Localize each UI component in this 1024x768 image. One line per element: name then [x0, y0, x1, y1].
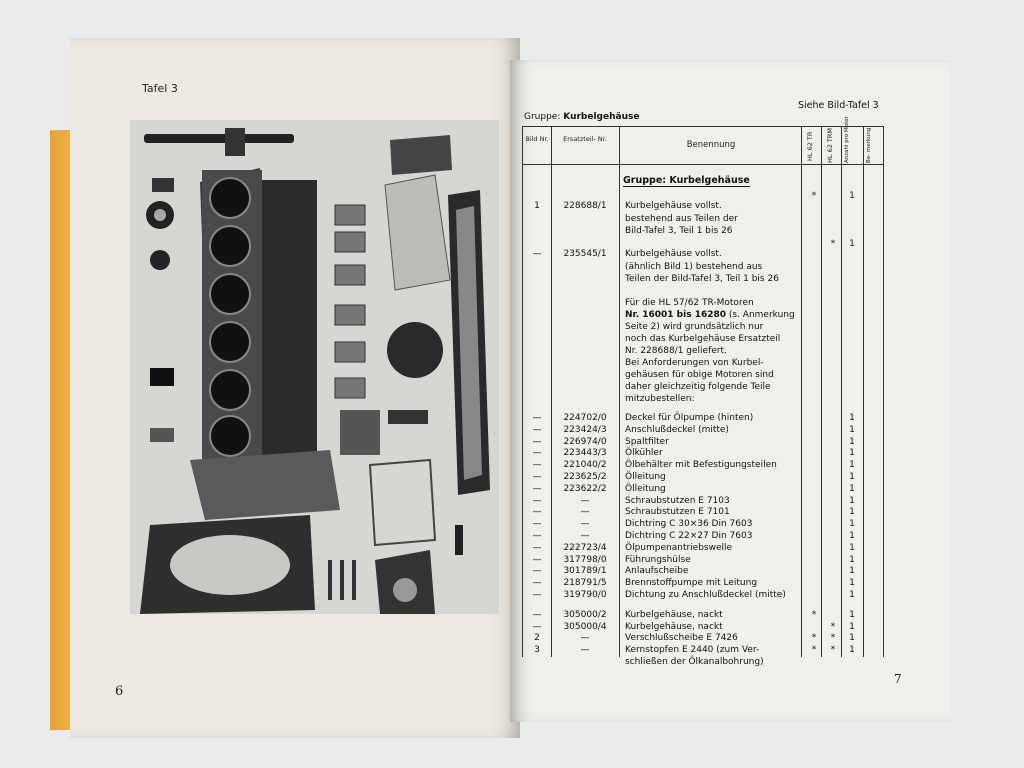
part-row [523, 657, 883, 669]
group-prefix: Gruppe: [524, 112, 561, 122]
anzahl: 1 [849, 495, 855, 506]
ersatzteil-nr: 222723/4 [563, 542, 607, 553]
benennung: Kurbelgehäuse, nackt [625, 621, 723, 632]
tafel-label: Tafel 3 [142, 82, 178, 95]
header-hl62trm: HL 62 TRM [826, 127, 834, 163]
desc-line: (ähnlich Bild 1) bestehend aus [625, 262, 763, 272]
note-line: Nr. 228688/1 geliefert. [625, 346, 727, 356]
part-row [523, 531, 883, 543]
siehe-bild-tafel: Siehe Bild-Tafel 3 [798, 100, 879, 111]
bild-nr: — [532, 460, 542, 471]
benennung: Führungshülse [625, 554, 691, 565]
bild-nr: — [532, 621, 542, 632]
hl62tr-mark: * [811, 609, 817, 620]
part-row [523, 590, 883, 602]
benennung: Kurbelgehäuse vollst. [625, 201, 722, 211]
anzahl: 1 [849, 531, 855, 541]
bild-nr: — [532, 495, 542, 506]
note-line: mitzubestellen: [625, 394, 695, 404]
benennung: Ölleitung [625, 483, 666, 494]
ersatzteil-nr: — [580, 633, 590, 644]
page-number-left: 6 [115, 684, 124, 699]
bild-nr: — [532, 483, 542, 494]
ersatzteil-nr: 228688/1 [563, 201, 607, 211]
benennung: Dichtring C 30×36 Din 7603 [625, 519, 753, 530]
header-bild: Bild Nr. [525, 135, 549, 143]
group-name: Kurbelgehäuse [563, 112, 640, 122]
anzahl: 1 [849, 191, 855, 201]
benennung: Dichtring C 22×27 Din 7603 [625, 531, 753, 541]
anzahl: 1 [849, 483, 855, 494]
group-heading [524, 112, 639, 122]
part-row [523, 448, 883, 460]
part-row [523, 437, 883, 449]
part-row [523, 519, 883, 531]
anzahl: 1 [849, 609, 855, 620]
section-title: Gruppe: Kurbelgehäuse [623, 175, 750, 186]
right-page [510, 60, 950, 722]
benennung: Ölpumpenantriebswelle [625, 542, 733, 553]
hl62trm-mark: * [830, 239, 836, 249]
hl62trm-mark: * [830, 621, 836, 632]
benennung: Ölleitung [625, 472, 666, 482]
hl62trm-mark: * [830, 645, 836, 656]
desc-line: Bild-Tafel 3, Teil 1 bis 26 [625, 226, 733, 236]
exploded-engine-photo [130, 120, 499, 614]
benennung: Kurbelgehäuse vollst. [625, 249, 722, 259]
benennung: Deckel für Ölpumpe (hinten) [625, 413, 754, 423]
bild-nr: — [532, 590, 542, 600]
header-divider [523, 164, 883, 165]
bild-nr: — [532, 436, 542, 447]
bild-nr: — [532, 249, 542, 259]
part-row [523, 622, 883, 634]
anzahl: 1 [849, 239, 855, 249]
part-row [523, 425, 883, 437]
part-row [523, 555, 883, 567]
entry-row [523, 191, 883, 213]
hl62tr-mark: * [811, 633, 817, 644]
benennung: Schraubstutzen E 7101 [625, 507, 730, 518]
bild-nr: 3 [534, 645, 540, 656]
ersatzteil-nr: 305000/4 [563, 621, 607, 632]
benennung: Dichtung zu Anschlußdeckel (mitte) [625, 590, 786, 600]
entry-description [625, 261, 825, 285]
note-line: Seite 2) wird grundsätzlich nur [625, 322, 764, 332]
hl62trm-mark: * [830, 633, 836, 644]
header-hl62tr: HL 62 TR [806, 131, 814, 161]
note-line: daher gleichzeitig folgende Teile [625, 382, 771, 392]
ersatzteil-nr: 305000/2 [563, 609, 607, 620]
bild-nr: — [532, 542, 542, 553]
part-row [523, 566, 883, 578]
header-benennung: Benennung [686, 140, 736, 150]
ersatzteil-nr: — [580, 531, 590, 541]
part-row [523, 610, 883, 622]
part-row [523, 484, 883, 496]
anzahl: 1 [849, 413, 855, 423]
ersatzteil-nr: 301789/1 [563, 566, 607, 577]
ersatzteil-nr: — [580, 495, 590, 506]
ersatzteil-nr: 235545/1 [563, 249, 607, 259]
note-rest: (s. Anmerkung [726, 310, 795, 320]
bild-nr: — [532, 507, 542, 518]
note-line: noch das Kurbelgehäuse Ersatzteil [625, 334, 781, 344]
anzahl: 1 [849, 448, 855, 459]
bild-nr: 1 [534, 201, 540, 211]
part-row [523, 496, 883, 508]
ersatzteil-nr: 218791/5 [563, 578, 607, 589]
bild-nr: — [532, 554, 542, 565]
anzahl: 1 [849, 554, 855, 565]
header-ersatzteil: Ersatzteil- Nr. [563, 135, 607, 143]
bild-nr: — [532, 472, 542, 482]
anzahl: 1 [849, 645, 855, 656]
bild-nr: — [532, 448, 542, 459]
benennung: Spaltfilter [625, 436, 669, 447]
crankcase-parts-illustration [130, 120, 499, 614]
anzahl: 1 [849, 542, 855, 553]
note-line: Bei Anforderungen von Kurbel- [625, 358, 764, 368]
header-anzahl: Anzahl pro Motor [844, 116, 850, 163]
benennung: Verschlußscheibe E 7426 [625, 633, 738, 644]
note-block [625, 297, 825, 405]
part-row [523, 543, 883, 555]
ersatzteil-nr: 223622/2 [563, 483, 607, 494]
entry-description [625, 213, 825, 237]
ersatzteil-nr: 223424/3 [563, 424, 607, 435]
bild-nr: — [532, 413, 542, 423]
benennung: Ölbehälter mit Befestigungsteilen [625, 460, 777, 471]
ersatzteil-nr: 224702/0 [563, 413, 607, 423]
part-row [523, 472, 883, 484]
benennung: Anlaufscheibe [625, 566, 689, 577]
benennung: Anschlußdeckel (mitte) [625, 424, 729, 435]
ersatzteil-nr: 226974/0 [563, 436, 607, 447]
part-row [523, 413, 883, 425]
part-row [523, 633, 883, 645]
ersatzteil-nr: — [580, 645, 590, 656]
anzahl: 1 [849, 621, 855, 632]
ersatzteil-nr: 223443/3 [563, 448, 607, 459]
entry-row [523, 239, 883, 261]
benennung: schließen der Ölkanalbohrung) [625, 657, 764, 667]
part-row [523, 645, 883, 657]
bild-nr: — [532, 519, 542, 530]
hl62tr-mark: * [811, 645, 817, 656]
part-row [523, 460, 883, 472]
anzahl: 1 [849, 633, 855, 644]
anzahl: 1 [849, 507, 855, 518]
ersatzteil-nr: 221040/2 [563, 460, 607, 471]
anzahl: 1 [849, 472, 855, 482]
anzahl: 1 [849, 424, 855, 435]
note-bold: Nr. 16001 bis 16280 [625, 310, 727, 320]
bild-nr: — [532, 531, 542, 541]
ersatzteil-nr: 223625/2 [563, 472, 607, 482]
benennung: Kurbelgehäuse, nackt [625, 609, 723, 620]
benennung: Ölkühler [625, 448, 663, 459]
parts-table [522, 116, 884, 667]
anzahl: 1 [849, 566, 855, 577]
page-number-right: 7 [894, 672, 902, 686]
header-bemerkung: Be- merkung [866, 127, 872, 163]
benennung: Kernstopfen E 2440 (zum Ver- [625, 645, 760, 656]
ersatzteil-nr: — [580, 507, 590, 518]
note-line [625, 309, 825, 321]
bild-nr: 2 [534, 633, 540, 644]
benennung: Brennstoffpumpe mit Leitung [625, 578, 758, 589]
anzahl: 1 [849, 460, 855, 471]
benennung: Schraubstutzen E 7103 [625, 495, 730, 506]
ersatzteil-nr: — [580, 519, 590, 530]
bild-nr: — [532, 578, 542, 589]
desc-line: bestehend aus Teilen der [625, 214, 738, 224]
hl62tr-mark: * [811, 191, 817, 201]
anzahl: 1 [849, 519, 855, 530]
anzahl: 1 [849, 590, 855, 600]
part-row [523, 507, 883, 519]
bild-nr: — [532, 424, 542, 435]
note-line: Für die HL 57/62 TR-Motoren [625, 298, 754, 308]
ersatzteil-nr: 317798/0 [563, 554, 607, 565]
bild-nr: — [532, 609, 542, 620]
desc-line: Teilen der Bild-Tafel 3, Teil 1 bis 26 [625, 274, 779, 284]
anzahl: 1 [849, 578, 855, 589]
ersatzteil-nr: 319790/0 [563, 590, 607, 600]
bild-nr: — [532, 566, 542, 577]
left-page [70, 38, 520, 738]
note-line: gehäusen für obige Motoren sind [625, 370, 774, 380]
anzahl: 1 [849, 436, 855, 447]
part-row [523, 578, 883, 590]
